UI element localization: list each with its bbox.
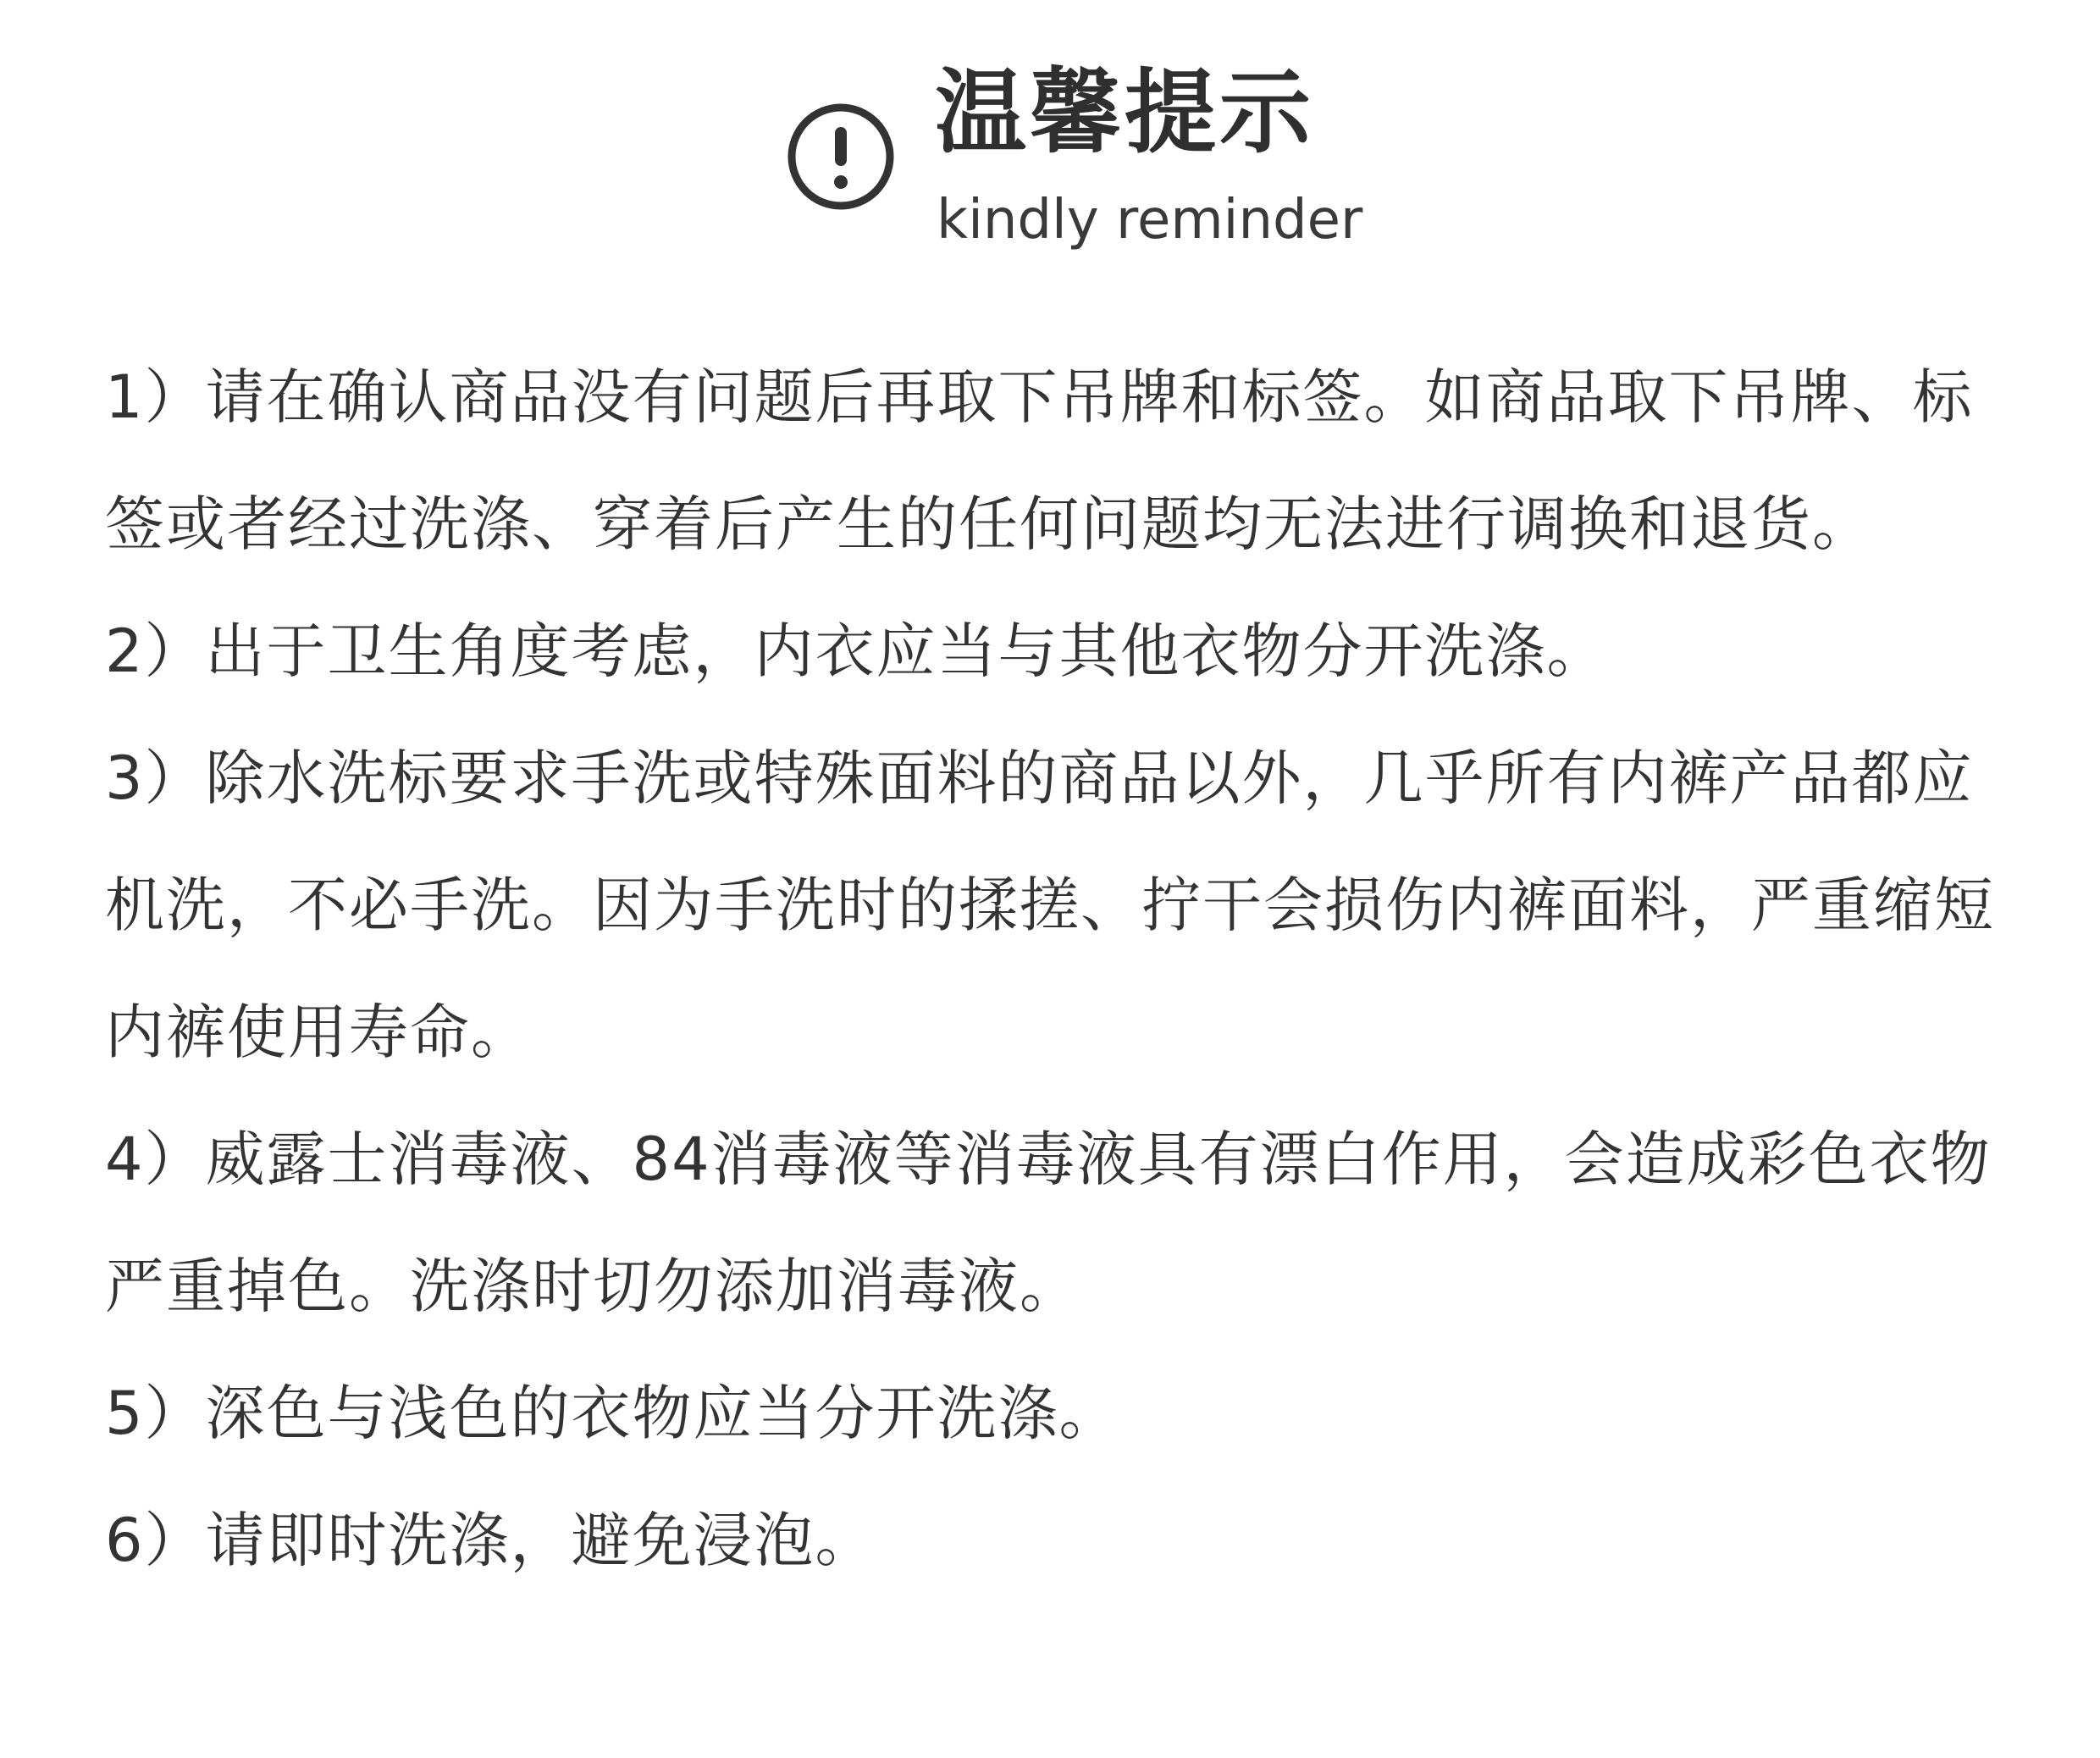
reminder-header — [0, 61, 2100, 273]
reminder-item-5: 5）深色与浅色的衣物应当分开洗涤。 — [105, 1379, 1120, 1448]
reminder-item-6: 6）请即时洗涤，避免浸泡。 — [105, 1506, 876, 1575]
reminder-item-2: 2）出于卫生角度考虑，内衣应当与其他衣物分开洗涤。 — [105, 616, 1608, 686]
reminder-list — [105, 334, 1998, 1604]
exclamation-circle-icon — [786, 102, 896, 212]
reminder-item-1: 1）请在确认商品没有问题后再取下吊牌和标签。如商品取下吊牌、标签或者经过洗涤、穿着后产生的任何问题均无法进行调换和退货。 — [105, 362, 1974, 559]
page-subtitle: kindly reminder — [937, 189, 1363, 252]
reminder-item-3: 3）除水洗标要求手洗或特殊面料的商品以外，几乎所有内裤产品都应机洗，不必手洗。因为手洗时的揉搓、拧干会损伤内裤面料，严重缩短内裤使用寿命。 — [105, 744, 1995, 1067]
page-title: 温馨提示 — [935, 60, 1315, 166]
reminder-item-4: 4）威露士消毒液、84消毒液等消毒液具有漂白作用，会造成彩色衣物严重掉色。洗涤时切勿添加消毒液。 — [105, 1125, 1992, 1321]
